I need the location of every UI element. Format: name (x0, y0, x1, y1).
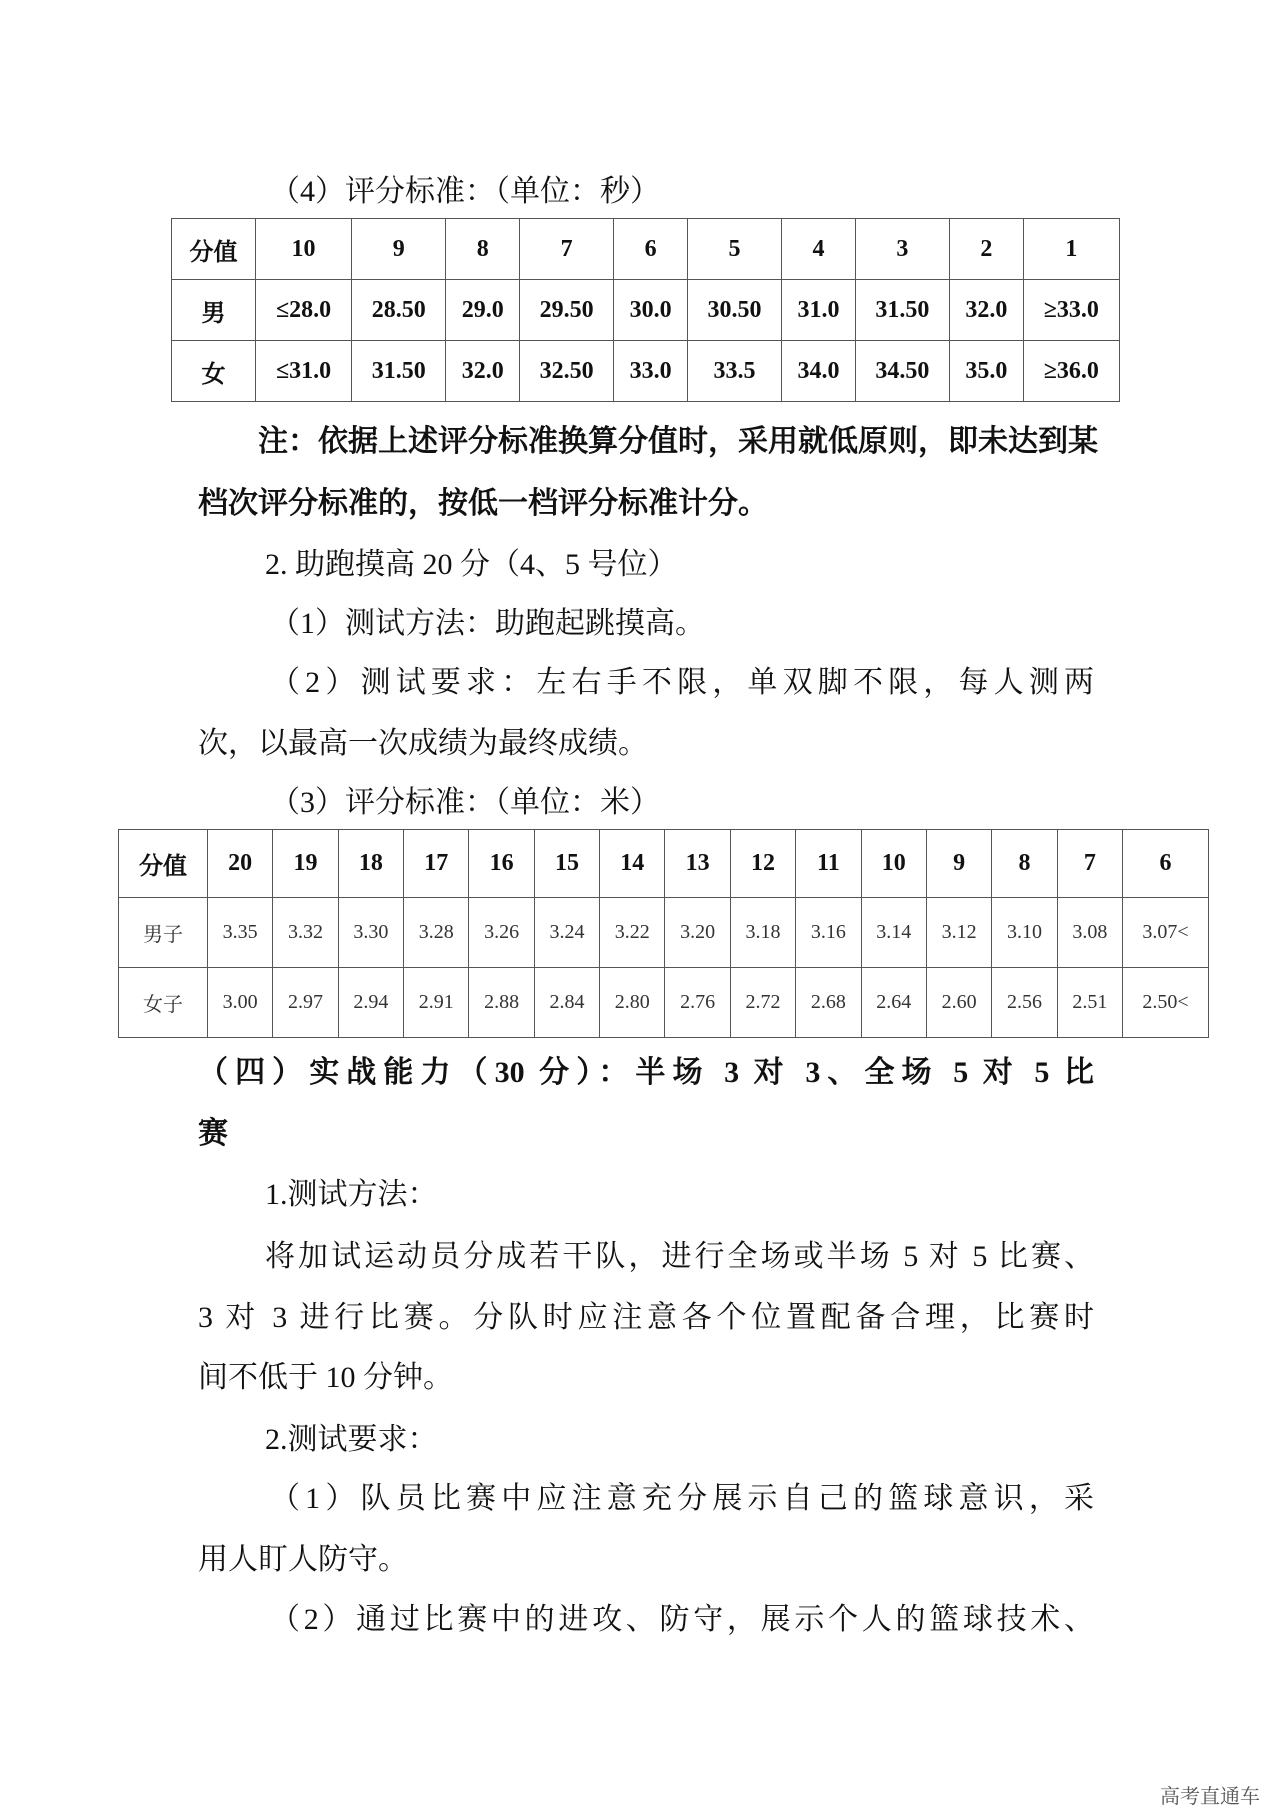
note-line: 档次评分标准的，按低一档评分标准计分。 (198, 487, 768, 520)
table-cell: 4 (782, 219, 856, 280)
item-title: 2. 助跑摸高 20 分（4、5 号位） (265, 548, 678, 581)
section-heading: （四）实战能力（30 分）：半场 3 对 3、全场 5 对 5 比 (198, 1056, 1094, 1089)
table-cell: 31.50 (855, 280, 949, 341)
table-cell: 男 (172, 280, 256, 341)
table-row (119, 968, 1209, 1038)
section-heading-cont: 赛 (198, 1117, 228, 1150)
table-cell: ≥33.0 (1023, 280, 1119, 341)
table-cell: 2.88 (469, 968, 534, 1038)
table-cell: 2.76 (665, 968, 730, 1038)
table-cell: 5 (687, 219, 781, 280)
table-cell: 9 (352, 219, 446, 280)
table-cell: 15 (534, 830, 599, 898)
table-cell: ≤31.0 (255, 341, 351, 402)
item-scoring-heading: （3）评分标准：（单位：米） (270, 786, 660, 819)
table-cell: 3.12 (926, 898, 991, 968)
table-cell: 32.50 (520, 341, 614, 402)
table-cell: 17 (404, 830, 469, 898)
table-cell: 32.0 (950, 280, 1024, 341)
item-requirement: （2）测试要求：左右手不限，单双脚不限，每人测两 (270, 666, 1094, 699)
table-cell: 3.16 (796, 898, 861, 968)
table-cell: 6 (614, 219, 688, 280)
table-cell: 2.60 (926, 968, 991, 1038)
table-cell: 2.72 (730, 968, 795, 1038)
table-cell: 9 (926, 830, 991, 898)
table-cell: 19 (273, 830, 338, 898)
item-requirement: 次，以最高一次成绩为最终成绩。 (198, 727, 648, 760)
table-cell: 3.18 (730, 898, 795, 968)
paragraph-line: 将加试运动员分成若干队，进行全场或半场 5 对 5 比赛、 (265, 1240, 1094, 1273)
table-header-row (119, 830, 1209, 898)
table-cell: 分值 (172, 219, 256, 280)
table-cell: 3.35 (207, 898, 272, 968)
table-row (172, 280, 1120, 341)
table-row (119, 898, 1209, 968)
table-cell: 16 (469, 830, 534, 898)
table-cell: 2.56 (992, 968, 1057, 1038)
table-cell: 34.50 (855, 341, 949, 402)
paragraph-line: 用人盯人防守。 (198, 1543, 408, 1576)
table-cell: 33.0 (614, 341, 688, 402)
table-cell: 3 (855, 219, 949, 280)
table-cell: 7 (520, 219, 614, 280)
table-cell: 10 (861, 830, 926, 898)
paragraph-line: 间不低于 10 分钟。 (198, 1361, 453, 1394)
table-cell: 29.0 (446, 280, 520, 341)
table-cell: 33.5 (687, 341, 781, 402)
table-cell: 1 (1023, 219, 1119, 280)
table-cell: 32.0 (446, 341, 520, 402)
table-cell: 28.50 (352, 280, 446, 341)
table-cell: 2.94 (338, 968, 403, 1038)
table-cell: 3.20 (665, 898, 730, 968)
table-cell: 3.08 (1057, 898, 1122, 968)
paragraph-line: 3 对 3 进行比赛。分队时应注意各个位置配备合理，比赛时 (198, 1301, 1094, 1334)
table-cell: 8 (446, 219, 520, 280)
scoring-table-seconds (171, 218, 1120, 402)
table-cell: 2.84 (534, 968, 599, 1038)
table-cell: 3.28 (404, 898, 469, 968)
subsection-title: 2.测试要求： (265, 1423, 438, 1456)
table-cell: ≥36.0 (1023, 341, 1119, 402)
table-cell: 3.10 (992, 898, 1057, 968)
table-cell: 2.97 (273, 968, 338, 1038)
table-cell: 3.00 (207, 968, 272, 1038)
table-cell: 30.0 (614, 280, 688, 341)
table-cell: 女子 (119, 968, 208, 1038)
table-cell: 20 (207, 830, 272, 898)
table-cell: 3.07< (1123, 898, 1209, 968)
paragraph-line: （1）队员比赛中应注意充分展示自己的篮球意识，采 (270, 1482, 1094, 1515)
table-cell: 2 (950, 219, 1024, 280)
table-cell: 14 (600, 830, 665, 898)
table-cell: 2.91 (404, 968, 469, 1038)
table-cell: 2.50< (1123, 968, 1209, 1038)
table-row (172, 341, 1120, 402)
table-cell: 12 (730, 830, 795, 898)
table-cell: 18 (338, 830, 403, 898)
table-cell: 2.51 (1057, 968, 1122, 1038)
item-method: （1）测试方法：助跑起跳摸高。 (270, 607, 705, 640)
table-cell: 8 (992, 830, 1057, 898)
paragraph-line: （2）通过比赛中的进攻、防守，展示个人的篮球技术、 (270, 1603, 1094, 1636)
table-cell: 3.14 (861, 898, 926, 968)
table-cell: 10 (255, 219, 351, 280)
table-header-row (172, 219, 1120, 280)
table-cell: 2.68 (796, 968, 861, 1038)
table-cell: 13 (665, 830, 730, 898)
table-cell: 分值 (119, 830, 208, 898)
table-cell: 31.50 (352, 341, 446, 402)
table-cell: 男子 (119, 898, 208, 968)
table-cell: 3.32 (273, 898, 338, 968)
watermark: 高考直通车 (1160, 1784, 1260, 1808)
scoring-table-meters (118, 829, 1209, 1038)
table-cell: 6 (1123, 830, 1209, 898)
table-cell: 31.0 (782, 280, 856, 341)
table-cell: 29.50 (520, 280, 614, 341)
table-cell: 30.50 (687, 280, 781, 341)
table-cell: 7 (1057, 830, 1122, 898)
table-cell: 2.64 (861, 968, 926, 1038)
section-heading: （4）评分标准：（单位：秒） (270, 175, 660, 208)
table-cell: 11 (796, 830, 861, 898)
table-cell: 女 (172, 341, 256, 402)
table-cell: 35.0 (950, 341, 1024, 402)
subsection-title: 1.测试方法： (265, 1178, 438, 1211)
table-cell: 2.80 (600, 968, 665, 1038)
note-line: 注：依据上述评分标准换算分值时，采用就低原则，即未达到某 (258, 425, 1098, 458)
table-cell: 3.22 (600, 898, 665, 968)
table-cell: 3.24 (534, 898, 599, 968)
table-cell: ≤28.0 (255, 280, 351, 341)
table-cell: 3.26 (469, 898, 534, 968)
table-cell: 34.0 (782, 341, 856, 402)
table-cell: 3.30 (338, 898, 403, 968)
